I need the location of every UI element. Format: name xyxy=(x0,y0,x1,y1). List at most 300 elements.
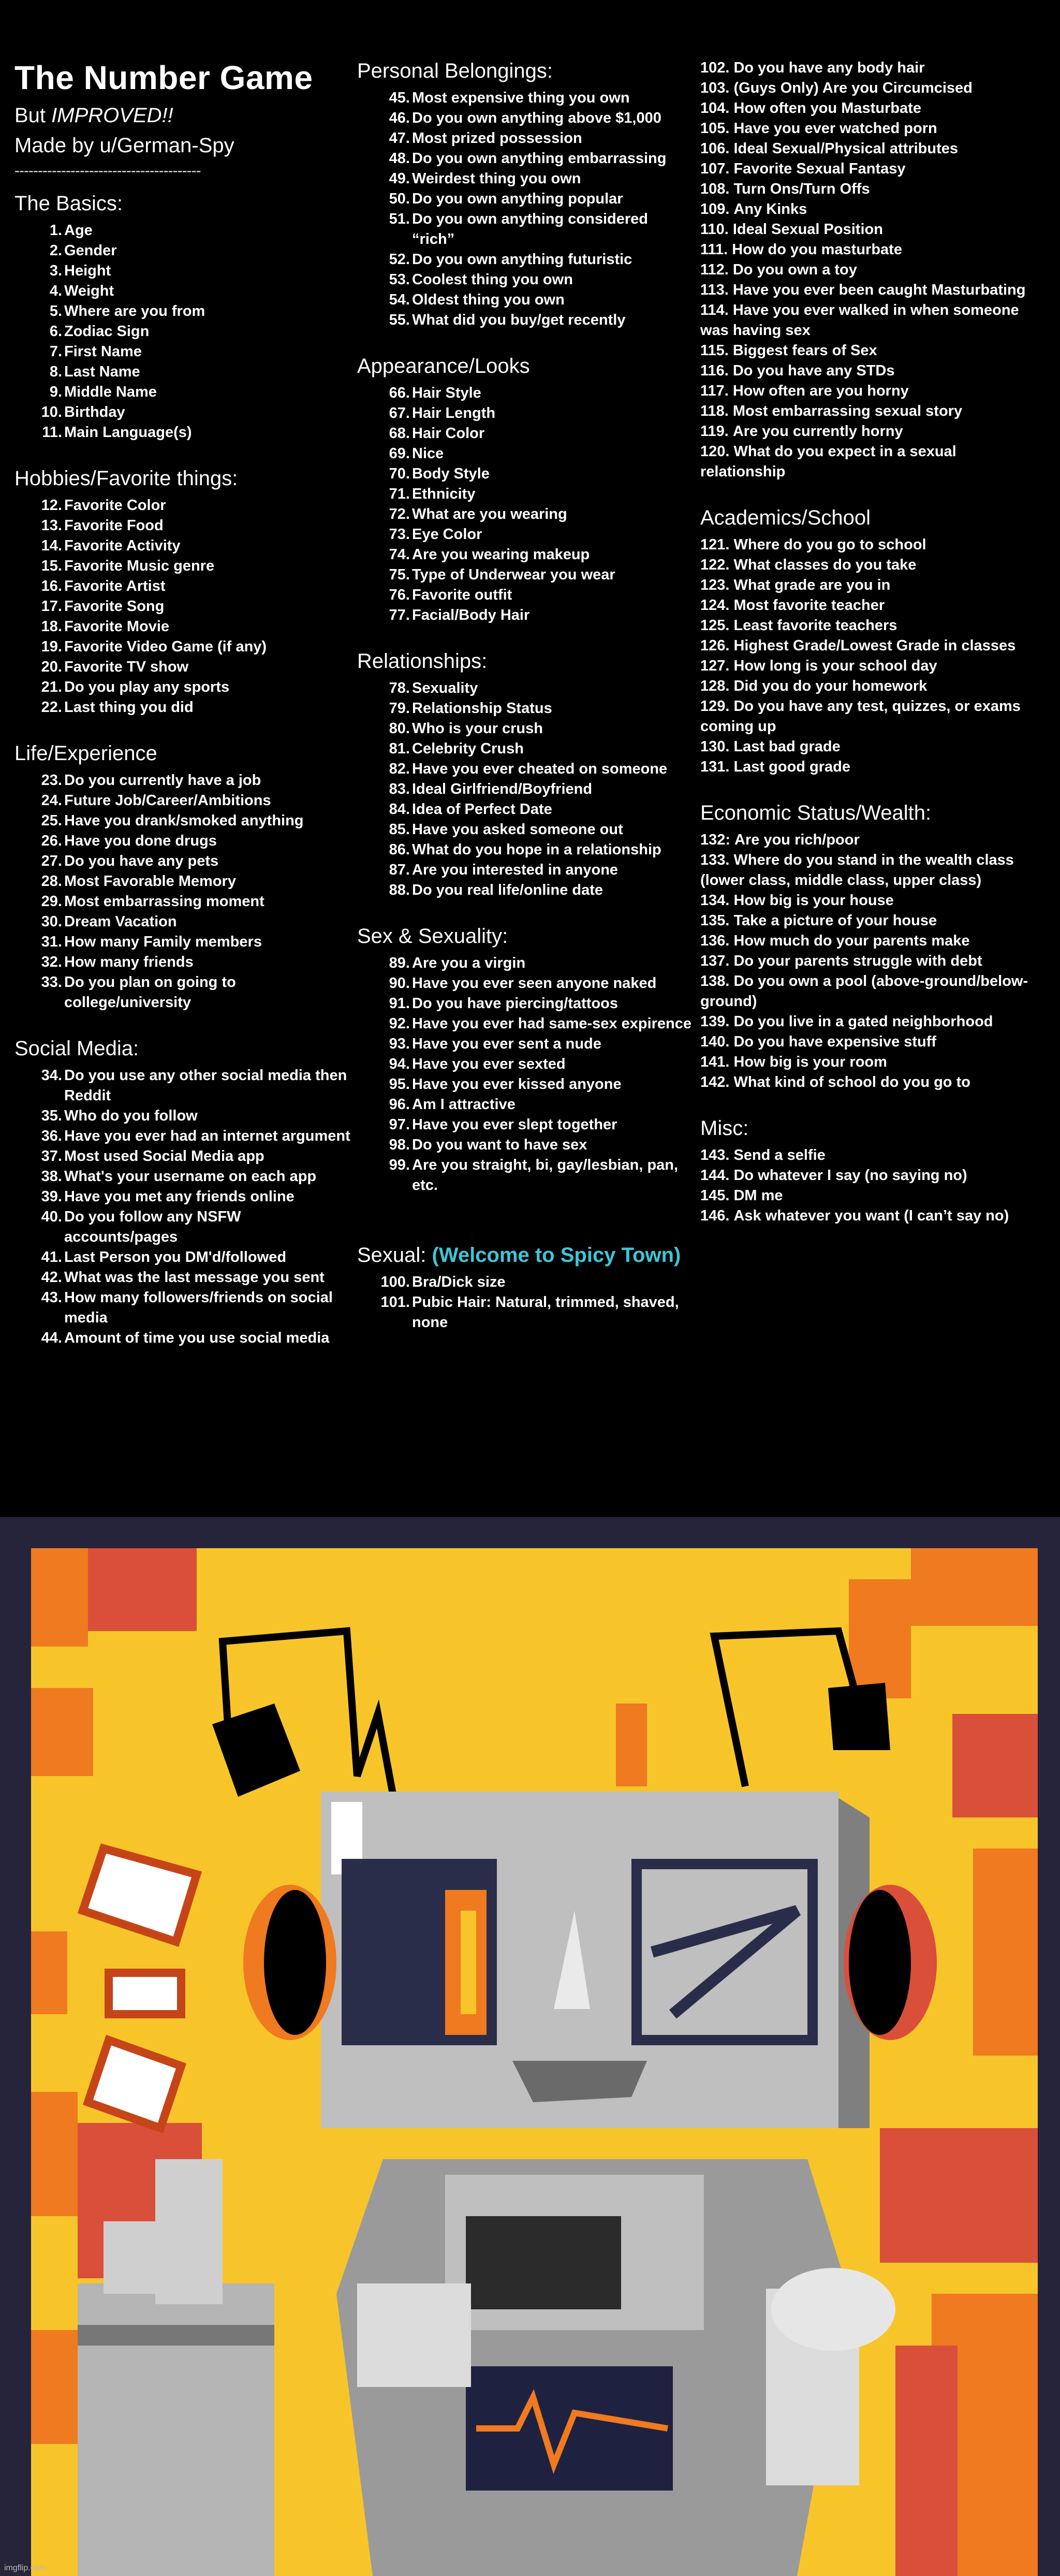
question-item xyxy=(14,1207,351,1247)
question-text: Are you rich/poor xyxy=(734,832,860,848)
question-text: Oldest thing you own xyxy=(412,292,565,308)
question-item xyxy=(700,737,1044,757)
question-text: Do you own a pool (above-ground/below-ground) xyxy=(700,973,1028,1010)
question-text: Do you own a toy xyxy=(732,261,857,278)
question-item xyxy=(700,199,1044,220)
question-item xyxy=(14,402,351,423)
question-number: 87. xyxy=(389,862,410,878)
question-item xyxy=(357,860,694,880)
question-item xyxy=(700,1145,1044,1166)
question-number: 97. xyxy=(389,1116,410,1133)
question-number: 2. xyxy=(49,242,62,259)
question-item xyxy=(700,300,1044,341)
question-item xyxy=(700,139,1044,159)
question-number: 43. xyxy=(41,1289,62,1306)
question-item xyxy=(357,1155,694,1196)
question-number: 133. xyxy=(700,852,730,868)
question-item xyxy=(357,779,694,799)
question-number: 86. xyxy=(389,841,410,858)
question-number: 108. xyxy=(700,181,730,197)
question-list xyxy=(14,770,351,1013)
question-item xyxy=(700,931,1044,951)
question-number: 83. xyxy=(389,781,410,797)
question-item xyxy=(700,1032,1044,1052)
question-text: Do you have piercing/tattoos xyxy=(412,995,618,1012)
question-number: 11. xyxy=(42,424,62,441)
question-text: Do you want to have sex xyxy=(412,1137,587,1153)
question-number: 112. xyxy=(700,261,729,278)
question-item xyxy=(14,382,351,402)
question-text: Ideal Sexual/Physical attributes xyxy=(733,140,959,157)
question-text: Have you drank/smoked anything xyxy=(64,812,304,829)
question-item xyxy=(357,799,694,820)
question-text: Any Kinks xyxy=(733,201,807,217)
question-text: Biggest fears of Sex xyxy=(732,342,877,359)
question-text: Do you have expensive stuff xyxy=(733,1034,937,1050)
question-text: Do you have any test, quizzes, or exams coming up xyxy=(700,698,1021,735)
question-item xyxy=(14,1247,351,1268)
question-item xyxy=(357,719,694,739)
question-item xyxy=(357,464,694,484)
question-item xyxy=(700,280,1044,300)
question-text: Hair Color xyxy=(412,425,485,442)
question-number: 119. xyxy=(700,423,729,440)
question-number: 143. xyxy=(700,1147,730,1163)
question-item xyxy=(700,595,1044,616)
question-text: How do you masturbate xyxy=(732,241,902,258)
question-text: Most embarrassing moment xyxy=(64,893,264,910)
question-text: Body Style xyxy=(412,465,490,482)
question-text: Where do you stand in the wealth class (lower class, middle class, upper class) xyxy=(700,852,1014,889)
question-number: 3. xyxy=(49,263,62,279)
question-text: Do you real life/online date xyxy=(412,882,603,898)
question-item xyxy=(14,871,351,892)
question-number: 85. xyxy=(389,821,410,838)
question-text: Last good grade xyxy=(733,759,851,775)
question-item xyxy=(357,444,694,464)
question-text: Have you ever had same-sex expirence xyxy=(412,1015,692,1032)
question-number: 55. xyxy=(389,312,410,328)
question-number: 37. xyxy=(41,1148,62,1165)
question-item xyxy=(14,576,351,596)
question-item xyxy=(357,1034,694,1054)
question-number: 1. xyxy=(49,222,62,239)
question-number: 66. xyxy=(389,385,410,401)
question-list xyxy=(357,953,694,1196)
question-item xyxy=(357,953,694,973)
question-item xyxy=(700,656,1044,676)
question-text: Who do you follow xyxy=(64,1108,198,1124)
section-heading: Sex & Sexuality: xyxy=(357,925,508,948)
question-number: 15. xyxy=(41,558,62,574)
question-item xyxy=(357,1292,694,1333)
question-number: 49. xyxy=(389,170,410,187)
question-text: Do you use any other social media then Reddit xyxy=(64,1067,347,1104)
question-item xyxy=(357,108,694,128)
question-list xyxy=(357,383,694,625)
question-item xyxy=(357,1074,694,1095)
question-number: 131. xyxy=(700,759,730,775)
question-number: 101. xyxy=(380,1294,410,1311)
question-text: Type of Underwear you wear xyxy=(412,566,615,583)
column-2 xyxy=(357,58,694,1333)
question-number: 89. xyxy=(389,955,410,971)
question-item xyxy=(700,159,1044,179)
question-number: 54. xyxy=(389,292,410,308)
question-text: Last bad grade xyxy=(733,738,841,755)
question-number: 82. xyxy=(389,761,410,777)
question-number: 28. xyxy=(41,873,62,890)
question-number: 46. xyxy=(389,110,410,126)
question-text: Gender xyxy=(64,242,117,259)
question-text: Ethnicity xyxy=(412,486,476,502)
question-text: Have you ever watched porn xyxy=(733,120,937,137)
question-text: Sexuality xyxy=(412,680,478,696)
question-item xyxy=(700,240,1044,260)
question-item xyxy=(357,585,694,605)
question-text: How big is your house xyxy=(733,892,894,909)
question-item xyxy=(14,677,351,697)
question-number: 120. xyxy=(700,443,730,460)
question-text: Height xyxy=(64,263,111,279)
question-item xyxy=(700,891,1044,911)
question-item xyxy=(357,565,694,585)
question-item xyxy=(357,820,694,840)
question-item xyxy=(700,98,1044,119)
question-text: What do you expect in a sexual relationship xyxy=(700,443,956,480)
question-text: How big is your room xyxy=(733,1054,887,1070)
question-item xyxy=(14,770,351,791)
question-text: Relationship Status xyxy=(412,700,552,717)
question-number: 94. xyxy=(389,1056,410,1072)
question-number: 39. xyxy=(41,1188,62,1205)
question-number: 75. xyxy=(389,566,410,583)
question-text: Have you ever sexted xyxy=(412,1056,566,1072)
question-text: Hair Length xyxy=(412,405,496,421)
question-text: Hair Style xyxy=(412,385,481,401)
question-item xyxy=(357,310,694,330)
question-text: Have you ever had an internet argument xyxy=(64,1128,350,1144)
question-number: 9. xyxy=(49,384,62,400)
question-number: 113. xyxy=(700,282,729,298)
question-text: Who is your crush xyxy=(412,720,543,737)
question-item xyxy=(14,536,351,556)
question-text: Where are you from xyxy=(64,303,205,319)
question-item xyxy=(357,759,694,779)
robot-icon xyxy=(0,1517,1060,2576)
question-number: 35. xyxy=(41,1108,62,1124)
question-text: Have you ever cheated on someone xyxy=(412,761,668,777)
question-text: Do you own anything above $1,000 xyxy=(412,110,661,126)
question-text: Last thing you did xyxy=(64,699,194,716)
question-number: 23. xyxy=(41,772,62,789)
question-number: 78. xyxy=(389,680,410,696)
question-item xyxy=(357,270,694,290)
question-text: Do you follow any NSFW accounts/pages xyxy=(64,1209,241,1245)
question-text: Amount of time you use social media xyxy=(64,1330,330,1346)
question-number: 122. xyxy=(700,557,730,573)
question-number: 126. xyxy=(700,637,730,654)
question-text: Birthday xyxy=(64,404,125,420)
question-text: Have you ever slept together xyxy=(412,1116,617,1133)
question-number: 102. xyxy=(700,60,730,76)
question-item xyxy=(357,290,694,310)
question-number: 53. xyxy=(389,271,410,288)
question-text: What's your username on each app xyxy=(64,1168,317,1185)
question-number: 135. xyxy=(700,912,730,929)
question-text: What grade are you in xyxy=(733,577,891,593)
question-item xyxy=(14,1187,351,1207)
question-text: Highest Grade/Lowest Grade in classes xyxy=(733,637,1016,654)
question-item xyxy=(14,811,351,831)
question-number: 146. xyxy=(700,1207,730,1224)
question-number: 107. xyxy=(700,161,730,177)
question-text: How many followers/friends on social media xyxy=(64,1289,333,1326)
question-text: Weight xyxy=(64,283,114,299)
divider-line: ---------------------------------------- xyxy=(14,162,201,179)
question-text: Do you own anything embarrassing xyxy=(412,150,667,167)
question-text: Have you ever seen anyone naked xyxy=(412,975,657,992)
question-number: 123. xyxy=(700,577,730,593)
question-number: 13. xyxy=(41,517,62,534)
question-item xyxy=(357,1115,694,1135)
question-item xyxy=(700,757,1044,777)
question-item xyxy=(14,261,351,281)
question-item xyxy=(14,596,351,617)
question-text: Do you have any body hair xyxy=(733,60,925,76)
question-number: 109. xyxy=(700,201,730,217)
question-number: 10. xyxy=(41,404,62,420)
question-number: 31. xyxy=(41,934,62,950)
question-number: 114. xyxy=(700,302,729,318)
question-item xyxy=(357,605,694,625)
question-number: 52. xyxy=(389,251,410,268)
question-number: 111. xyxy=(700,241,728,258)
question-text: Do you plan on going to college/university xyxy=(64,974,236,1011)
question-text: Weirdest thing you own xyxy=(412,170,581,187)
question-text: Last Name xyxy=(64,363,140,380)
question-text: Are you wearing makeup xyxy=(412,546,590,563)
question-number: 118. xyxy=(700,403,729,419)
question-number: 20. xyxy=(41,659,62,675)
question-number: 51. xyxy=(389,211,410,227)
question-item xyxy=(14,516,351,536)
question-item xyxy=(14,1106,351,1126)
question-item xyxy=(357,484,694,504)
question-number: 17. xyxy=(41,598,62,615)
question-number: 139. xyxy=(700,1013,730,1030)
question-item xyxy=(700,676,1044,696)
question-text: Have you ever been caught Masturbating xyxy=(732,282,1026,298)
question-item xyxy=(700,78,1044,98)
question-item xyxy=(700,260,1044,280)
question-text: Favorite TV show xyxy=(64,659,189,675)
question-number: 71. xyxy=(389,486,410,502)
question-item xyxy=(14,1066,351,1106)
question-item xyxy=(14,496,351,516)
question-item xyxy=(700,119,1044,139)
question-number: 91. xyxy=(389,995,410,1012)
question-number: 27. xyxy=(41,853,62,869)
question-item xyxy=(700,850,1044,891)
question-item xyxy=(700,341,1044,361)
watermark: imgflip.com xyxy=(4,2564,46,2572)
question-number: 130. xyxy=(700,738,730,755)
question-text: Coolest thing you own xyxy=(412,271,573,288)
question-text: Most used Social Media app xyxy=(64,1148,264,1165)
section-heading: Misc: xyxy=(700,1117,749,1140)
question-item xyxy=(700,1206,1044,1226)
question-item xyxy=(357,698,694,719)
question-item xyxy=(14,556,351,576)
question-item xyxy=(700,361,1044,381)
question-text: Do you play any sports xyxy=(64,679,230,695)
question-item xyxy=(14,972,351,1013)
question-number: 79. xyxy=(389,700,410,717)
question-number: 76. xyxy=(389,587,410,603)
section-heading: Relationships: xyxy=(357,650,488,673)
question-item xyxy=(14,1288,351,1328)
question-item xyxy=(14,241,351,261)
question-list xyxy=(357,88,694,330)
author-credit: Made by u/German-Spy xyxy=(14,134,234,157)
question-text: Dream Vacation xyxy=(64,913,177,930)
section-heading: Sexual: (Welcome to Spicy Town) xyxy=(357,1244,681,1267)
question-item xyxy=(700,421,1044,442)
question-item xyxy=(700,1186,1044,1206)
question-item xyxy=(700,911,1044,931)
question-text: Have you done drugs xyxy=(64,833,217,849)
question-text: Ideal Girlfriend/Boyfriend xyxy=(412,781,593,797)
question-text: Ideal Sexual Position xyxy=(732,221,883,238)
question-number: 81. xyxy=(389,740,410,757)
robot-illustration xyxy=(0,1517,1060,2576)
question-item xyxy=(14,1268,351,1288)
section-heading: Social Media: xyxy=(14,1037,139,1060)
question-text: Favorite Artist xyxy=(64,578,166,594)
question-text: What was the last message you sent xyxy=(64,1269,325,1286)
question-text: Do whatever I say (no saying no) xyxy=(733,1167,967,1184)
question-item xyxy=(357,1272,694,1292)
question-number: 95. xyxy=(389,1076,410,1093)
question-text: How many Family members xyxy=(64,934,262,950)
question-number: 93. xyxy=(389,1036,410,1052)
question-text: Are you currently horny xyxy=(732,423,903,440)
question-number: 30. xyxy=(41,913,62,930)
question-text: Age xyxy=(64,222,93,239)
question-item xyxy=(14,637,351,657)
question-text: Favorite Song xyxy=(64,598,165,615)
question-number: 42. xyxy=(41,1269,62,1286)
question-text: Have you met any friends online xyxy=(64,1188,295,1205)
question-item xyxy=(14,892,351,912)
question-number: 5. xyxy=(49,303,62,319)
question-number: 96. xyxy=(389,1096,410,1113)
question-number: 145. xyxy=(700,1187,730,1204)
question-item xyxy=(700,971,1044,1012)
question-text: How much do your parents make xyxy=(733,933,970,949)
question-list xyxy=(357,678,694,900)
question-item xyxy=(14,281,351,301)
question-item xyxy=(357,739,694,759)
question-text: How often are you horny xyxy=(732,383,909,399)
column-1 xyxy=(14,58,351,1348)
question-item xyxy=(357,973,694,994)
question-item xyxy=(14,932,351,952)
question-text: Favorite Video Game (if any) xyxy=(64,638,267,655)
question-number: 103. xyxy=(700,80,730,96)
question-item xyxy=(700,1072,1044,1093)
question-item xyxy=(700,951,1044,971)
question-text: Eye Color xyxy=(412,526,482,543)
question-number: 8. xyxy=(49,363,62,380)
question-item xyxy=(357,880,694,900)
question-text: Have you ever sent a nude xyxy=(412,1036,601,1052)
question-text: Most favorite teacher xyxy=(733,597,885,614)
question-text: Ask whatever you want (I can’t say no) xyxy=(733,1207,1009,1224)
question-text: Have you ever kissed anyone xyxy=(412,1076,622,1093)
section-heading: Life/Experience xyxy=(14,742,157,765)
question-number: 50. xyxy=(389,191,410,207)
question-item xyxy=(700,442,1044,482)
section-heading: Academics/School xyxy=(700,506,871,529)
question-text: Idea of Perfect Date xyxy=(412,801,552,818)
question-item xyxy=(14,791,351,811)
question-text: What classes do you take xyxy=(733,557,917,573)
question-number: 116. xyxy=(700,362,729,379)
question-item xyxy=(357,189,694,209)
question-number: 105. xyxy=(700,120,730,137)
question-list xyxy=(700,1145,1044,1226)
question-number: 36. xyxy=(41,1128,62,1144)
question-text: Most expensive thing you own xyxy=(412,90,630,106)
question-item xyxy=(14,362,351,382)
question-item xyxy=(357,1054,694,1074)
question-number: 73. xyxy=(389,526,410,543)
column-3 xyxy=(700,58,1044,1226)
question-item xyxy=(357,840,694,860)
question-text: Have you ever walked in when someone was having sex xyxy=(700,302,1019,339)
question-number: 124. xyxy=(700,597,730,614)
question-item xyxy=(14,423,351,443)
question-text: What do you hope in a relationship xyxy=(412,841,661,858)
question-item xyxy=(700,381,1044,401)
question-text: Do you live in a gated neighborhood xyxy=(733,1013,993,1030)
question-number: 4. xyxy=(49,283,62,299)
question-number: 18. xyxy=(41,618,62,635)
question-number: 92. xyxy=(389,1015,410,1032)
question-item xyxy=(14,851,351,871)
question-text: How long is your school day xyxy=(733,658,937,674)
question-item xyxy=(14,1167,351,1187)
question-text: Least favorite teachers xyxy=(733,617,897,634)
question-item xyxy=(700,1052,1044,1072)
section-heading: Economic Status/Wealth: xyxy=(700,802,932,824)
question-text: Favorite outfit xyxy=(412,587,512,603)
question-number: 136. xyxy=(700,933,730,949)
question-text: Favorite Music genre xyxy=(64,558,215,574)
question-item xyxy=(14,617,351,637)
question-item xyxy=(14,1146,351,1167)
question-list xyxy=(700,535,1044,777)
question-item xyxy=(14,221,351,241)
question-text: (Guys Only) Are you Circumcised xyxy=(733,80,973,96)
question-item xyxy=(700,1012,1044,1032)
question-number: 100. xyxy=(380,1274,410,1290)
question-list xyxy=(14,1066,351,1348)
question-number: 7. xyxy=(49,343,62,360)
question-item xyxy=(700,401,1044,421)
